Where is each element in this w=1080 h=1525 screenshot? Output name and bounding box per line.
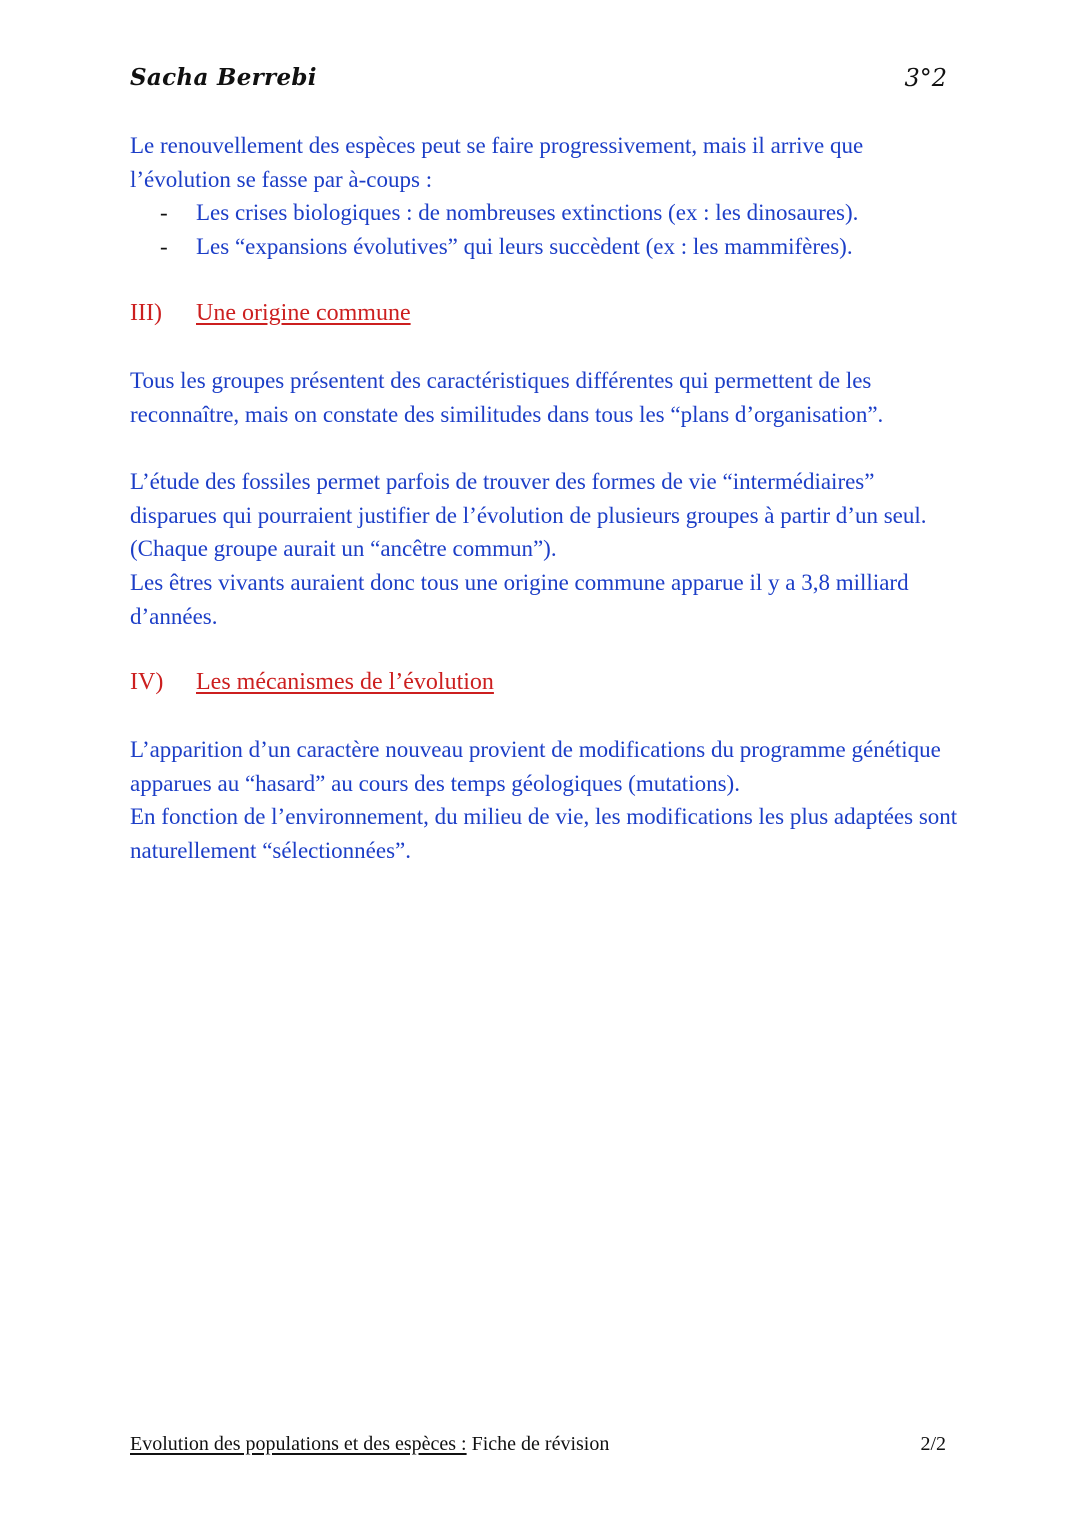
footer-doc-type: Fiche de révision xyxy=(471,1433,610,1455)
section4-paragraph: En fonction de l’environnement, du milieu de vie, les modifications les plus adaptées sont naturellement “sélectionnées”. xyxy=(130,804,958,863)
intro-list xyxy=(160,196,960,263)
section-heading-3 xyxy=(130,297,411,330)
intro-paragraph: Le renouvellement des espèces peut se faire progressivement, mais il arrive que l’évolution se fasse par à-coups : xyxy=(130,133,864,192)
class-label: 3°2 xyxy=(904,64,947,92)
section3-paragraph: Les êtres vivants auraient donc tous une origine commune apparue il y a 3,8 milliard d’années. xyxy=(130,570,909,629)
author-name: Sacha Berrebi xyxy=(130,64,317,91)
dash-bullet: - xyxy=(160,200,168,225)
list-item: - Les “expansions évolutives” qui leurs succèdent (ex : les mammifères). xyxy=(160,230,960,264)
section3-paragraph: L’étude des fossiles permet parfois de trouver des formes de vie “intermédiaires” disparues qui pourraient justifier de l’évolution de plusieurs groupes à partir d’un seul. (Chaque groupe aurait un “ancêtre commun”). xyxy=(130,469,927,561)
section4-paragraph: L’apparition d’un caractère nouveau provient de modifications du programme génétique apparues au “hasard” au cours des temps géologiques (mutations). xyxy=(130,737,941,796)
page-number: 2/2 xyxy=(920,1433,946,1455)
footer-title xyxy=(130,1433,609,1456)
section-number: III) xyxy=(130,300,162,326)
section-title: Une origine commune xyxy=(196,300,411,326)
section-number: IV) xyxy=(130,669,164,695)
list-item: - Les crises biologiques : de nombreuses extinctions (ex : les dinosaures). xyxy=(160,196,960,230)
dash-bullet: - xyxy=(160,233,168,259)
section-title: Les mécanismes de l’évolution xyxy=(196,669,494,695)
footer-subject: Evolution des populations et des espèces : xyxy=(130,1433,467,1455)
section-heading-4 xyxy=(130,666,494,699)
section3-paragraph: Tous les groupes présentent des caractéristiques différentes qui permettent de les reconnaître, mais on constate des similitudes dans tous les “plans d’organisation”. xyxy=(130,368,884,427)
